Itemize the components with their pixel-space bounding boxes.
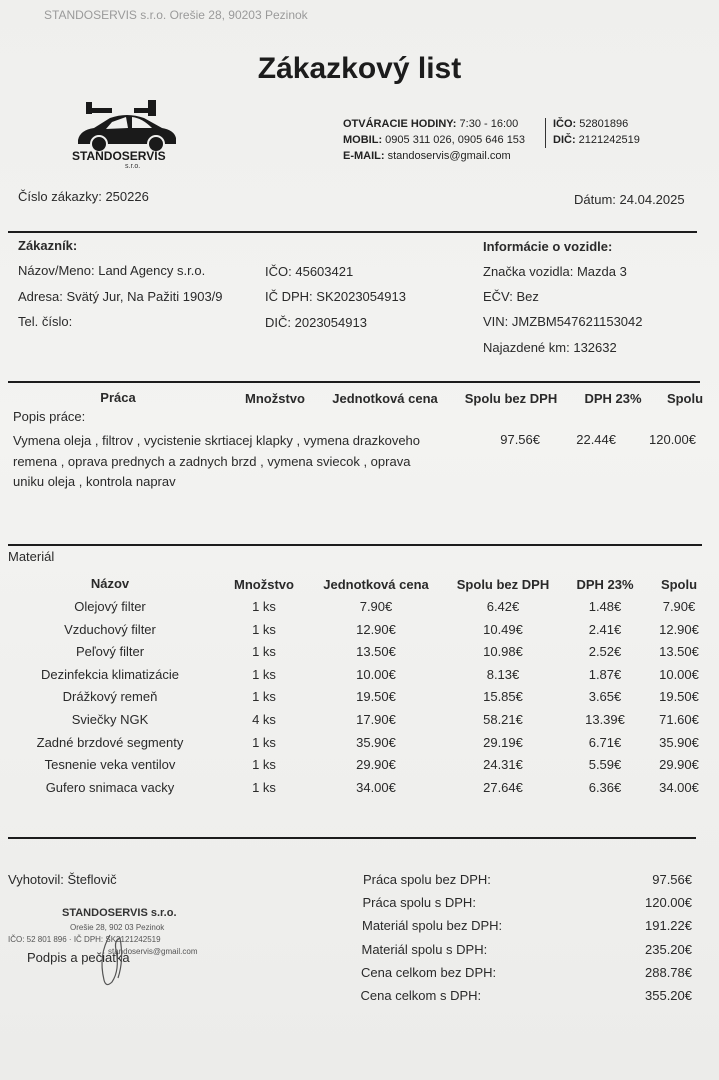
material-row-4-dph: 1.87€ (588, 666, 622, 682)
customer-name (18, 263, 205, 278)
total-label-4: Materiál spolu s DPH: (361, 941, 488, 957)
customer-phone-label: Tel. číslo: (18, 314, 73, 329)
material-heading: Materiál (8, 549, 55, 564)
material-row-1-dph: 1.48€ (588, 599, 622, 614)
work-desc-label: Popis práce: (13, 409, 86, 424)
material-row-4-qty: 1 ks (252, 666, 276, 682)
vehicle-ecv-label: EČV: (483, 289, 513, 304)
divider-work (8, 381, 700, 383)
material-row-5-qty: 1 ks (252, 689, 276, 705)
stamp-address: Orešie 28, 902 03 Pezinok (70, 923, 165, 932)
material-row-6-dph: 13.39€ (585, 712, 625, 727)
work-desc-line-3: uniku oleja , kontrola naprav (13, 474, 176, 489)
mobil-label: MOBIL: (343, 134, 383, 146)
contact-email (343, 150, 511, 162)
material-row-4-unit: 10.00€ (356, 666, 396, 682)
vehicle-vin-value: JMZBM547621153042 (511, 314, 643, 329)
work-nodph-value: 97.56€ (500, 432, 540, 447)
material-row-1-total: 7.90€ (662, 599, 696, 614)
order-date-value: 24.04.2025 (619, 192, 685, 207)
divider-footer (8, 837, 696, 839)
mat-header-total: Spolu (660, 577, 698, 592)
material-row-8-qty: 1 ks (252, 757, 276, 773)
material-row-3-dph: 2.52€ (588, 644, 622, 660)
customer-name-value: Land Agency s.r.o. (98, 263, 206, 278)
work-header-prace: Práca (100, 390, 136, 405)
stamp-email: standoservis@gmail.com (108, 947, 198, 956)
mat-header-nodph: Spolu bez DPH (456, 577, 550, 592)
company-ico (553, 118, 628, 130)
vehicle-km-value: 132632 (573, 340, 617, 355)
work-header-dph: DPH 23% (584, 391, 642, 406)
material-row-4-nodph: 8.13€ (486, 666, 520, 682)
header-top-address: STANDOSERVIS s.r.o. Orešie 28, 90203 Pezinok (44, 8, 308, 22)
company-dic-label: DIČ: (553, 134, 576, 146)
customer-ico-label: IČO: (265, 264, 292, 279)
customer-dic-value: 2023054913 (294, 315, 367, 330)
stamp-ids: IČO: 52 801 896 · IČ DPH: SK2121242519 (8, 935, 161, 944)
material-row-2-qty: 1 ks (252, 621, 276, 637)
material-row-2-name: Vzduchový filter (64, 621, 156, 637)
logo-name: STANDOSERVIS (72, 149, 166, 163)
hours-value: 7:30 - 16:00 (459, 118, 519, 130)
mobil-value: 0905 311 026, 0905 646 153 (385, 134, 526, 146)
vehicle-km (483, 340, 617, 355)
material-row-3-total: 13.50€ (659, 644, 699, 660)
vehicle-brand-value: Mazda 3 (576, 264, 627, 279)
logo-sro: s.r.o. (125, 163, 141, 170)
vehicle-brand-label: Značka vozidla: (483, 264, 574, 279)
material-row-6-total: 71.60€ (659, 712, 699, 727)
material-row-3-nodph: 10.98€ (483, 644, 523, 660)
made-by-value: Šteflovič (67, 872, 117, 887)
material-row-9-total: 34.00€ (659, 779, 699, 795)
material-row-6-nodph: 58.21€ (483, 712, 523, 727)
customer-icdph-label: IČ DPH: (265, 289, 313, 304)
material-row-1-qty: 1 ks (252, 599, 276, 614)
material-row-7-qty: 1 ks (252, 734, 276, 750)
total-value-2: 120.00€ (645, 895, 692, 911)
total-value-4: 235.20€ (645, 941, 692, 957)
document-title: Zákazkový list (257, 52, 462, 85)
contact-mobil (343, 134, 525, 146)
work-header-unit: Jednotková cena (332, 391, 438, 406)
material-row-3-unit: 13.50€ (356, 644, 396, 660)
material-row-6-unit: 17.90€ (356, 712, 396, 727)
contact-divider (545, 118, 546, 148)
vehicle-vin-label: VIN: (483, 314, 509, 329)
customer-icdph-value: SK2023054913 (316, 289, 406, 304)
made-by (8, 872, 117, 887)
total-value-6: 355.20€ (645, 988, 692, 1003)
mat-header-dph: DPH 23% (576, 577, 634, 592)
order-number (18, 189, 149, 204)
material-row-8-dph: 5.59€ (588, 757, 622, 773)
customer-address (18, 289, 223, 304)
company-dic (553, 134, 640, 146)
total-label-3: Materiál spolu bez DPH: (362, 918, 503, 934)
material-row-1-unit: 7.90€ (359, 599, 393, 614)
material-row-5-nodph: 15.85€ (483, 689, 523, 705)
work-header-total: Spolu (666, 391, 704, 406)
material-row-8-name: Tesnenie veka ventilov (44, 757, 176, 773)
vehicle-brand (483, 264, 627, 279)
material-row-6-qty: 4 ks (252, 712, 276, 727)
order-date (574, 192, 685, 207)
material-row-3-name: Peľový filter (75, 644, 145, 660)
email-value: standoservis@gmail.com (387, 150, 511, 162)
material-row-7-dph: 6.71€ (588, 734, 622, 750)
customer-dic (265, 315, 367, 330)
material-row-5-dph: 3.65€ (588, 689, 622, 705)
total-label-6: Cena celkom s DPH: (360, 988, 482, 1003)
work-desc-line-2: remena , oprava prednych a zadnych brzd , vymena sviecok , oprava (13, 454, 411, 469)
material-row-5-total: 19.50€ (659, 689, 699, 705)
vehicle-ecv (483, 289, 539, 304)
company-ico-value: 52801896 (579, 118, 629, 130)
material-row-7-name: Zadné brzdové segmenty (36, 734, 184, 750)
material-row-7-total: 35.90€ (659, 734, 699, 750)
work-header-nodph: Spolu bez DPH (464, 391, 558, 406)
material-row-8-nodph: 24.31€ (483, 757, 523, 773)
order-number-value: 250226 (105, 189, 149, 204)
customer-ico-value: 45603421 (295, 264, 354, 279)
vehicle-heading: Informácie o vozidle: (483, 239, 613, 254)
company-ico-label: IČO: (553, 118, 577, 130)
customer-name-label: Názov/Meno: (18, 263, 95, 278)
customer-address-value: Svätý Jur, Na Pažiti 1903/9 (66, 289, 223, 304)
customer-ico (265, 264, 353, 279)
material-row-9-dph: 6.36€ (588, 779, 622, 795)
signature-icon (90, 930, 160, 990)
vehicle-vin (483, 314, 643, 329)
material-row-8-total: 29.90€ (659, 757, 699, 773)
material-row-3-qty: 1 ks (252, 644, 276, 660)
material-row-9-qty: 1 ks (252, 779, 276, 795)
made-by-label: Vyhotovil: (8, 872, 64, 887)
customer-dic-label: DIČ: (265, 315, 291, 330)
material-row-1-nodph: 6.42€ (486, 599, 520, 614)
customer-heading: Zákazník: (18, 238, 78, 253)
order-number-label: Číslo zákazky: (18, 189, 102, 204)
stamp-name: STANDOSERVIS s.r.o. (62, 907, 177, 919)
total-value-5: 288.78€ (645, 964, 692, 980)
total-label-2: Práca spolu s DPH: (362, 895, 476, 911)
material-row-9-nodph: 27.64€ (483, 779, 523, 795)
total-label-1: Práca spolu bez DPH: (363, 872, 491, 887)
material-row-4-name: Dezinfekcia klimatizácie (41, 666, 179, 682)
hours-label: OTVÁRACIE HODINY: (343, 118, 457, 130)
work-total-value: 120.00€ (649, 432, 696, 447)
mat-header-qty: Množstvo (234, 577, 294, 592)
material-row-1-name: Olejový filter (74, 599, 146, 614)
total-value-1: 97.56€ (652, 872, 692, 887)
signature-label: Podpis a pečiatka (27, 950, 130, 965)
material-row-9-unit: 34.00€ (356, 779, 396, 795)
material-row-7-nodph: 29.19€ (483, 734, 523, 750)
work-desc-line-1: Vymena oleja , filtrov , vycistenie skrtiacej klapky , vymena drazkoveho (13, 433, 421, 448)
material-row-2-total: 12.90€ (659, 621, 699, 637)
material-row-5-unit: 19.50€ (356, 689, 396, 705)
mat-header-name: Názov (90, 576, 130, 591)
email-label: E-MAIL: (343, 150, 385, 162)
material-row-2-dph: 2.41€ (588, 621, 622, 637)
material-row-2-nodph: 10.49€ (483, 621, 523, 637)
total-label-5: Cena celkom bez DPH: (361, 964, 497, 980)
material-row-8-unit: 29.90€ (356, 757, 396, 773)
order-date-label: Dátum: (574, 192, 616, 207)
vehicle-km-label: Najazdené km: (483, 340, 570, 355)
work-dph-value: 22.44€ (576, 432, 616, 447)
customer-address-label: Adresa: (18, 289, 63, 304)
mat-header-unit: Jednotková cena (323, 577, 429, 592)
vehicle-ecv-value: Bez (516, 289, 539, 304)
customer-icdph (265, 289, 406, 304)
divider-material (8, 544, 702, 546)
material-row-2-unit: 12.90€ (356, 621, 396, 637)
material-row-5-name: Drážkový remeň (62, 689, 158, 705)
divider-customer (8, 231, 697, 233)
material-row-9-name: Gufero snimaca vacky (45, 779, 175, 795)
material-row-6-name: Sviečky NGK (71, 712, 149, 727)
material-row-4-total: 10.00€ (659, 666, 699, 682)
material-row-7-unit: 35.90€ (356, 734, 396, 750)
work-header-qty: Množstvo (245, 391, 305, 406)
total-value-3: 191.22€ (645, 918, 692, 934)
company-dic-value: 2121242519 (578, 134, 640, 146)
contact-hours (343, 118, 518, 130)
